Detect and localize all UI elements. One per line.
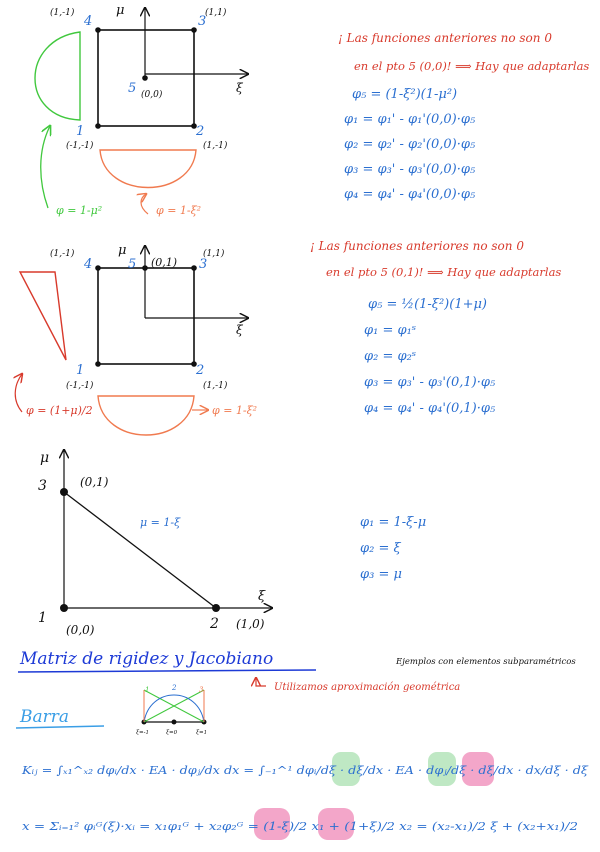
s2-node3: 3 [199, 257, 208, 272]
s1-green-arrow [41, 126, 50, 208]
s3-node [60, 488, 68, 496]
s2-eq4: φ₄ = φ₄' - φ₄'(0,1)·φ₅ [364, 401, 496, 416]
s1-orange-arrow [141, 194, 148, 214]
s4-mini-blue [144, 695, 204, 722]
s1-node1: 1 [76, 124, 85, 139]
s2-node1: 1 [76, 363, 85, 378]
s2-axis-xi: ξ [236, 323, 243, 337]
s1-node [95, 123, 101, 129]
s4-k-formula: Kᵢⱼ = ∫ₓ₁^ₓ₂ dφᵢ/dx · EA · dφⱼ/dx dx = ∫₋₁^¹ dφᵢ/dξ · dξ/dx · EA · dφⱼ/dξ · dξ/dx · dx/dξ · dξ [20, 764, 590, 777]
s3-eq2: φ₂ = ξ [360, 541, 401, 556]
s4-title-note: Ejemplos con elementos subparamétricos [396, 657, 576, 667]
section4 [16, 649, 589, 840]
s2-corner-tr: (1,1) [203, 249, 225, 259]
s4-title-underline [18, 670, 316, 672]
s2-node4: 4 [84, 257, 93, 272]
s2-node [95, 265, 101, 271]
s2-point-label: (0,1) [151, 256, 178, 269]
s4-mini-node [172, 720, 177, 725]
s1-axis-mu: μ [116, 3, 125, 18]
s1-corner-tr: (1,1) [205, 8, 227, 18]
s2-eq3: φ₃ = φ₃' - φ₃'(0,1)·φ₅ [364, 375, 496, 390]
s1-orange-func: φ = 1-ξ² [156, 204, 202, 217]
s1-corner-bl: (-1,-1) [66, 141, 94, 151]
s4-mini-label: 2 [172, 684, 177, 692]
s2-node [191, 265, 197, 271]
s4-arrow-note: Utilizamos aproximación geométrica [274, 682, 461, 693]
s1-node3: 3 [198, 14, 207, 29]
section3-diagram [38, 450, 272, 637]
s1-node [142, 75, 148, 81]
s1-note-line1: ¡ Las funciones anteriores no son 0 [338, 31, 552, 45]
s3-node [60, 604, 68, 612]
s2-orange-func: φ = 1-ξ² [212, 404, 258, 417]
s4-mini-label: 3 [199, 686, 204, 694]
s3-p2: (1,0) [236, 617, 265, 631]
s3-node2: 2 [210, 616, 219, 632]
s2-red-func: φ = (1+μ)/2 [26, 404, 93, 417]
s1-node5: 5 [128, 81, 137, 96]
s2-eq2: φ₂ = φ₂ˢ [364, 349, 417, 364]
s2-note-line2: en el pto 5 (0,1)! ⟹ Hay que adaptarlas [326, 265, 562, 279]
s3-eq1: φ₁ = 1-ξ-μ [360, 515, 427, 530]
s2-node2: 2 [196, 363, 205, 378]
s2-red-arrow [15, 374, 22, 412]
s2-corner-br: (1,-1) [203, 381, 228, 391]
s1-eq4: φ₄ = φ₄' - φ₄'(0,0)·φ₅ [344, 187, 476, 202]
section1-diagram [35, 3, 248, 217]
s2-node [142, 265, 148, 271]
s3-p1: (0,0) [66, 623, 95, 637]
s1-node [95, 27, 101, 33]
s1-eq3: φ₃ = φ₃' - φ₃'(0,0)·φ₅ [344, 162, 476, 177]
s1-center-label: (0,0) [141, 90, 163, 100]
s1-corner-br: (1,-1) [203, 141, 228, 151]
s1-node [191, 27, 197, 33]
s3-node [212, 604, 220, 612]
s3-node3: 3 [38, 478, 47, 494]
s2-eq1: φ₁ = φ₁ˢ [364, 323, 417, 338]
s1-eq2: φ₂ = φ₂' - φ₂'(0,0)·φ₅ [344, 137, 476, 152]
section3-notes [360, 515, 426, 582]
s1-green-func: φ = 1-μ² [56, 204, 103, 217]
s1-note-line2: en el pto 5 (0,0)! ⟹ Hay que adaptarlas [354, 59, 590, 73]
s1-node4: 4 [84, 14, 93, 29]
s3-eq3: φ₃ = μ [360, 567, 402, 582]
s2-eq5: φ₅ = ½(1-ξ²)(1+μ) [368, 297, 488, 312]
s3-node1: 1 [38, 610, 47, 626]
s3-hypotenuse [64, 492, 216, 608]
s4-mini-tick: ξ=0 [166, 730, 178, 736]
s1-green-shape [35, 32, 80, 120]
s1-corner-tl: (1,-1) [50, 8, 75, 18]
s1-orange-shape [100, 150, 196, 188]
s1-eq1: φ₁ = φ₁' - φ₁'(0,0)·φ₅ [344, 112, 476, 127]
section1-notes [338, 31, 589, 202]
s2-element-square [98, 268, 194, 364]
s2-axis-mu: μ [118, 243, 127, 258]
s4-mini-tick: ξ=-1 [136, 730, 149, 736]
s1-eq5: φ₅ = (1-ξ²)(1-μ²) [352, 87, 458, 102]
s4-mini-label: 1 [145, 686, 150, 694]
s4-subtitle: Barra [20, 707, 70, 727]
s3-axis-mu: μ [40, 450, 50, 466]
s4-arrow-note-arrow [256, 678, 266, 686]
s4-x-formula: x = Σᵢ₌₁² φᵢᴳ(ξ)·xᵢ = x₁φ₁ᴳ + x₂φ₂ᴳ = (1-ξ)/2 x₁ + (1+ξ)/2 x₂ = (x₂-x₁)/2 ξ + (x₂+x₁)/2 [22, 820, 578, 833]
s2-node [95, 361, 101, 367]
s1-node2: 2 [196, 124, 205, 139]
section2-diagram [15, 243, 257, 435]
s3-p3: (0,1) [80, 475, 109, 489]
s4-mini-bar-sketch [136, 684, 207, 736]
s3-hyp-label: μ = 1-ξ [140, 516, 181, 529]
s2-corner-tl: (1,-1) [50, 249, 75, 259]
s2-orange-shape [98, 396, 194, 435]
s4-title: Matriz de rigidez y Jacobiano [20, 649, 274, 669]
s3-axis-xi: ξ [258, 589, 266, 604]
s2-node5: 5 [128, 257, 137, 272]
s4-mini-tick: ξ=1 [196, 730, 208, 736]
s2-corner-bl: (-1,-1) [66, 381, 94, 391]
s2-note-line1: ¡ Las funciones anteriores no son 0 [310, 239, 524, 253]
section2-notes [310, 239, 561, 416]
s1-axis-xi: ξ [236, 81, 243, 95]
s2-red-triangle [20, 272, 66, 360]
